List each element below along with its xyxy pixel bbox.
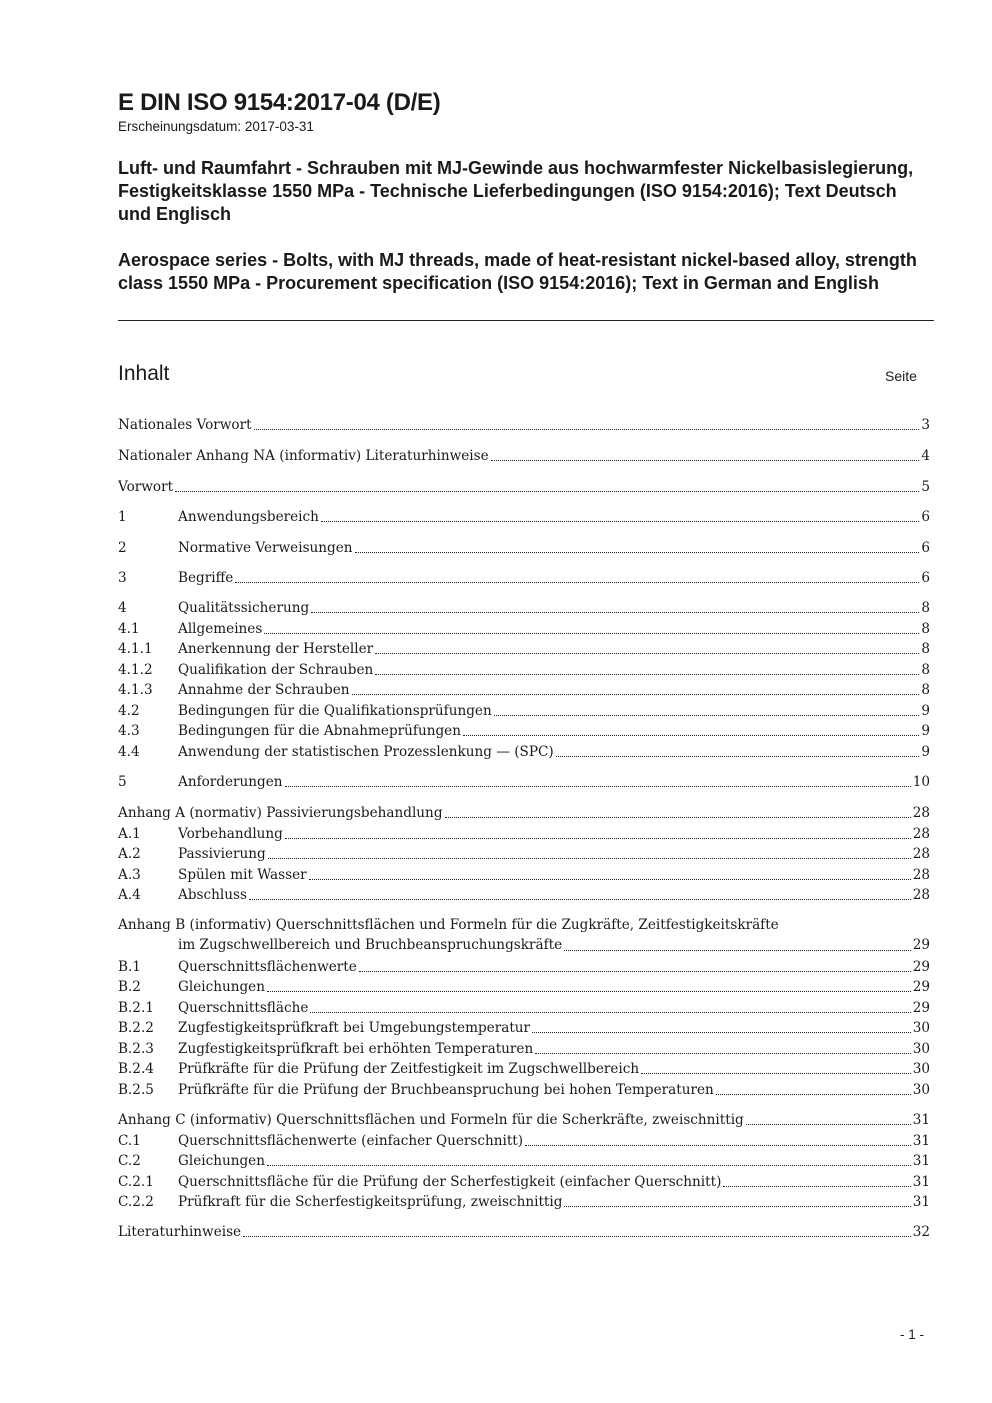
- toc-leader-dots: [641, 1073, 911, 1074]
- toc-leader-dots: [309, 879, 911, 880]
- toc-entry-page: 30: [912, 1041, 930, 1057]
- toc-entry-number: 2: [118, 540, 127, 556]
- toc-entry-title: Anwendung der statistischen Prozesslenkung — (SPC): [178, 744, 554, 760]
- toc-entry-title: Zugfestigkeitsprüfkraft bei erhöhten Temperaturen: [178, 1041, 534, 1057]
- toc-entry-title: Querschnittsflächenwerte: [178, 959, 357, 975]
- toc-entry-page: 29: [912, 937, 930, 953]
- toc-entry-page: 28: [912, 805, 930, 821]
- toc-leader-dots: [525, 1145, 911, 1146]
- toc-leader-dots: [556, 756, 920, 757]
- toc-entry-title: Spülen mit Wasser: [178, 867, 307, 883]
- toc-entry-title: Anforderungen: [178, 774, 283, 790]
- toc-entry-number: 4.1.1: [118, 641, 153, 657]
- toc-entry[interactable]: [118, 661, 930, 680]
- toc-entry-page: 29: [912, 959, 930, 975]
- toc-entry-number: 4: [118, 600, 127, 616]
- toc-entry-title: Passivierung: [178, 846, 266, 862]
- toc-leader-dots: [359, 971, 911, 972]
- toc-entry-number: 1: [118, 509, 127, 525]
- toc-entry-title: Querschnittsflächenwerte (einfacher Querschnitt): [178, 1133, 524, 1149]
- toc-entry-number: B.1: [118, 959, 141, 975]
- toc-entry-title: Begriffe: [178, 570, 234, 586]
- toc-leader-dots: [355, 552, 920, 553]
- toc-entry-page: 6: [921, 540, 930, 556]
- toc-entry[interactable]: [118, 1081, 930, 1100]
- toc-entry-number: B.2.4: [118, 1061, 154, 1077]
- toc-entry-number: 4.1: [118, 621, 140, 637]
- toc-entry-title: Querschnittsfläche für die Prüfung der Scherfestigkeit (einfacher Querschnitt): [178, 1174, 722, 1190]
- toc-entry-title: Annahme der Schrauben: [178, 682, 350, 698]
- toc-leader-dots: [352, 694, 920, 695]
- toc-leader-dots: [564, 950, 911, 951]
- toc-entry[interactable]: [118, 1173, 930, 1192]
- toc-entry[interactable]: [118, 1060, 930, 1079]
- toc-entry-title: Nationaler Anhang NA (informativ) Literaturhinweise: [118, 448, 489, 464]
- toc-entry[interactable]: [118, 1132, 930, 1151]
- toc-entry-line: [118, 916, 930, 935]
- toc-leader-dots: [285, 838, 911, 839]
- toc-entry-number: 4.1.2: [118, 662, 153, 678]
- title-english: Aerospace series - Bolts, with MJ threads, made of heat-resistant nickel-based alloy, strength class 1550 MPa - Procurement specification (ISO 9154:2016); Text in German and English: [118, 250, 917, 293]
- toc-leader-dots: [494, 715, 920, 716]
- toc-entry[interactable]: [118, 773, 930, 792]
- toc-entry-page: 10: [912, 774, 930, 790]
- toc-entry-title: Gleichungen: [178, 979, 265, 995]
- title-german: Luft- und Raumfahrt - Schrauben mit MJ-Gewinde aus hochwarmfester Nickelbasislegierung, Festigkeitsklasse 1550 MPa - Technische Lieferbedingungen (ISO 9154:2016); Text Deutsch und Englisch: [118, 158, 914, 224]
- toc-entry-title: Nationales Vorwort: [118, 417, 252, 433]
- toc-entry[interactable]: [118, 743, 930, 762]
- toc-entry-page: 28: [912, 826, 930, 842]
- toc-entry[interactable]: [118, 416, 930, 435]
- toc-entry-number: A.3: [118, 867, 141, 883]
- toc-entry-title: Normative Verweisungen: [178, 540, 353, 556]
- toc-entry-page: 31: [912, 1174, 930, 1190]
- toc-leader-dots: [375, 674, 919, 675]
- toc-entry[interactable]: [118, 702, 930, 721]
- publication-date: Erscheinungsdatum: 2017-03-31: [118, 119, 314, 134]
- toc-leader-dots: [175, 491, 919, 492]
- toc-entry-number: B.2.5: [118, 1082, 154, 1098]
- toc-entry-title: Querschnittsfläche: [178, 1000, 309, 1016]
- toc-entry-page: 31: [912, 1153, 930, 1169]
- toc-page-column-label: Seite: [885, 368, 917, 384]
- toc-entry[interactable]: [118, 866, 930, 885]
- toc-entry[interactable]: [118, 1040, 930, 1059]
- toc-entry-title: Abschluss: [178, 887, 247, 903]
- toc-leader-dots: [249, 899, 911, 900]
- toc-entry-title: Literaturhinweise: [118, 1224, 242, 1240]
- toc-entry-page: 8: [921, 621, 930, 637]
- toc-entry-page: 9: [921, 744, 930, 760]
- toc-entry-number: 5: [118, 774, 127, 790]
- toc-entry-number: B.2.2: [118, 1020, 154, 1036]
- toc-entry-page: 28: [912, 846, 930, 862]
- toc-entry[interactable]: [118, 1019, 930, 1038]
- toc-entry-page: 9: [921, 703, 930, 719]
- toc-entry-page: 6: [921, 570, 930, 586]
- toc-entry-page: 31: [912, 1112, 930, 1128]
- header-divider: [118, 320, 934, 321]
- toc-entry-page: 5: [921, 479, 930, 495]
- toc-entry[interactable]: [118, 978, 930, 997]
- toc-leader-dots: [564, 1206, 910, 1207]
- toc-entry[interactable]: [118, 958, 930, 977]
- toc-entry-title: Anwendungsbereich: [178, 509, 319, 525]
- toc-entry-title: Anhang B (informativ) Querschnittsflächen und Formeln für die Zugkräfte, Zeitfestigkeitskräfte: [118, 917, 779, 933]
- toc-entry[interactable]: [118, 1111, 930, 1130]
- toc-entry-page: 8: [921, 600, 930, 616]
- toc-entry[interactable]: [118, 999, 930, 1018]
- toc-leader-dots: [321, 521, 919, 522]
- toc-entry-page: 28: [912, 867, 930, 883]
- toc-entry-title: Bedingungen für die Qualifikationsprüfungen: [178, 703, 492, 719]
- toc-entry-page: 31: [912, 1194, 930, 1210]
- toc-entry-page: 6: [921, 509, 930, 525]
- toc-entry-title: Bedingungen für die Abnahmeprüfungen: [178, 723, 461, 739]
- toc-leader-dots: [532, 1032, 911, 1033]
- toc-entry-title: Vorbehandlung: [178, 826, 283, 842]
- toc-entry-page: 29: [912, 1000, 930, 1016]
- toc-entry[interactable]: [118, 640, 930, 659]
- toc-entry[interactable]: [118, 620, 930, 639]
- document-id: E DIN ISO 9154:2017-04 (D/E): [118, 89, 441, 116]
- toc-entry-number: 3: [118, 570, 127, 586]
- toc-entry-title: Prüfkräfte für die Prüfung der Bruchbeanspruchung bei hohen Temperaturen: [178, 1082, 714, 1098]
- toc-entry-page: 30: [912, 1061, 930, 1077]
- toc-leader-dots: [716, 1094, 911, 1095]
- toc-entry-number: 4.2: [118, 703, 140, 719]
- toc-entry[interactable]: [118, 1152, 930, 1171]
- toc-entry-number: C.2: [118, 1153, 141, 1169]
- toc-entry-title: Anhang A (normativ) Passivierungsbehandlung: [118, 805, 443, 821]
- toc-entry[interactable]: [118, 681, 930, 700]
- toc-leader-dots: [285, 786, 911, 787]
- toc-leader-dots: [311, 612, 919, 613]
- toc-entry-title: Prüfkraft für die Scherfestigkeitsprüfung, zweischnittig: [178, 1194, 563, 1210]
- toc-entry-page: 32: [912, 1224, 930, 1240]
- toc-heading: Inhalt: [118, 362, 170, 385]
- toc-leader-dots: [375, 653, 919, 654]
- toc-entry-page: 8: [921, 682, 930, 698]
- toc-entry[interactable]: [118, 916, 930, 956]
- toc-entry[interactable]: [118, 804, 930, 823]
- toc-entry-title: Gleichungen: [178, 1153, 265, 1169]
- toc-entry-line: [118, 935, 930, 956]
- toc-entry-page: 30: [912, 1082, 930, 1098]
- toc-leader-dots: [535, 1053, 910, 1054]
- toc-entry-number: B.2: [118, 979, 141, 995]
- toc-entry-title: Vorwort: [118, 479, 174, 495]
- toc-entry-page: 4: [921, 448, 930, 464]
- toc-entry-number: 4.3: [118, 723, 140, 739]
- toc-entry-page: 28: [912, 887, 930, 903]
- toc-entry-number: B.2.1: [118, 1000, 154, 1016]
- toc-leader-dots: [268, 858, 911, 859]
- toc-leader-dots: [267, 1165, 911, 1166]
- toc-entry[interactable]: [118, 447, 930, 466]
- toc-entry-title-continued: im Zugschwellbereich und Bruchbeanspruchungskräfte: [178, 937, 563, 953]
- toc-entry[interactable]: [118, 508, 930, 527]
- toc-entry-number: B.2.3: [118, 1041, 154, 1057]
- toc-entry-title: Prüfkräfte für die Prüfung der Zeitfestigkeit im Zugschwellbereich: [178, 1061, 640, 1077]
- toc-entry-number: C.1: [118, 1133, 141, 1149]
- document-header: [118, 88, 934, 295]
- toc-entry[interactable]: [118, 845, 930, 864]
- toc-leader-dots: [445, 817, 911, 818]
- toc-leader-dots: [243, 1236, 911, 1237]
- toc-leader-dots: [491, 460, 920, 461]
- toc-entry[interactable]: [118, 1193, 930, 1212]
- toc-entry[interactable]: [118, 722, 930, 741]
- toc-entry-number: A.2: [118, 846, 141, 862]
- toc-entry-page: 8: [921, 662, 930, 678]
- toc-leader-dots: [235, 582, 919, 583]
- toc-entry[interactable]: [118, 478, 930, 497]
- toc-entry-page: 29: [912, 979, 930, 995]
- toc-entry-number: 4.4: [118, 744, 140, 760]
- toc-entry-number: C.2.1: [118, 1174, 154, 1190]
- toc-entry-title: Anhang C (informativ) Querschnittsflächen und Formeln für die Scherkräfte, zweischnittig: [118, 1112, 744, 1128]
- toc-entry-title: Qualifikation der Schrauben: [178, 662, 374, 678]
- toc-entry-number: C.2.2: [118, 1194, 154, 1210]
- toc-leader-dots: [264, 633, 919, 634]
- toc-entry[interactable]: [118, 825, 930, 844]
- toc-leader-dots: [746, 1124, 911, 1125]
- toc-entry-number: A.4: [118, 887, 141, 903]
- toc-entry-page: 9: [921, 723, 930, 739]
- toc-entry[interactable]: [118, 539, 930, 558]
- toc-entry-page: 8: [921, 641, 930, 657]
- toc-entry-title: Zugfestigkeitsprüfkraft bei Umgebungstemperatur: [178, 1020, 531, 1036]
- toc-entry[interactable]: [118, 599, 930, 618]
- toc-leader-dots: [463, 735, 919, 736]
- toc-entry[interactable]: [118, 1223, 930, 1242]
- toc-entry-page: 3: [921, 417, 930, 433]
- toc-leader-dots: [267, 991, 911, 992]
- toc-entry-title: Allgemeines: [178, 621, 263, 637]
- toc-entry-number: A.1: [118, 826, 141, 842]
- toc-leader-dots: [310, 1012, 910, 1013]
- toc-entry[interactable]: [118, 886, 930, 905]
- toc-leader-dots: [723, 1186, 910, 1187]
- toc-entry-page: 31: [912, 1133, 930, 1149]
- toc-entry-number: 4.1.3: [118, 682, 153, 698]
- toc-entry-title: Anerkennung der Hersteller: [178, 641, 374, 657]
- toc-leader-dots: [254, 429, 920, 430]
- toc-entry[interactable]: [118, 569, 930, 588]
- page-number: - 1 -: [900, 1327, 925, 1342]
- toc-entry-title: Qualitätssicherung: [178, 600, 310, 616]
- toc-entry-page: 30: [912, 1020, 930, 1036]
